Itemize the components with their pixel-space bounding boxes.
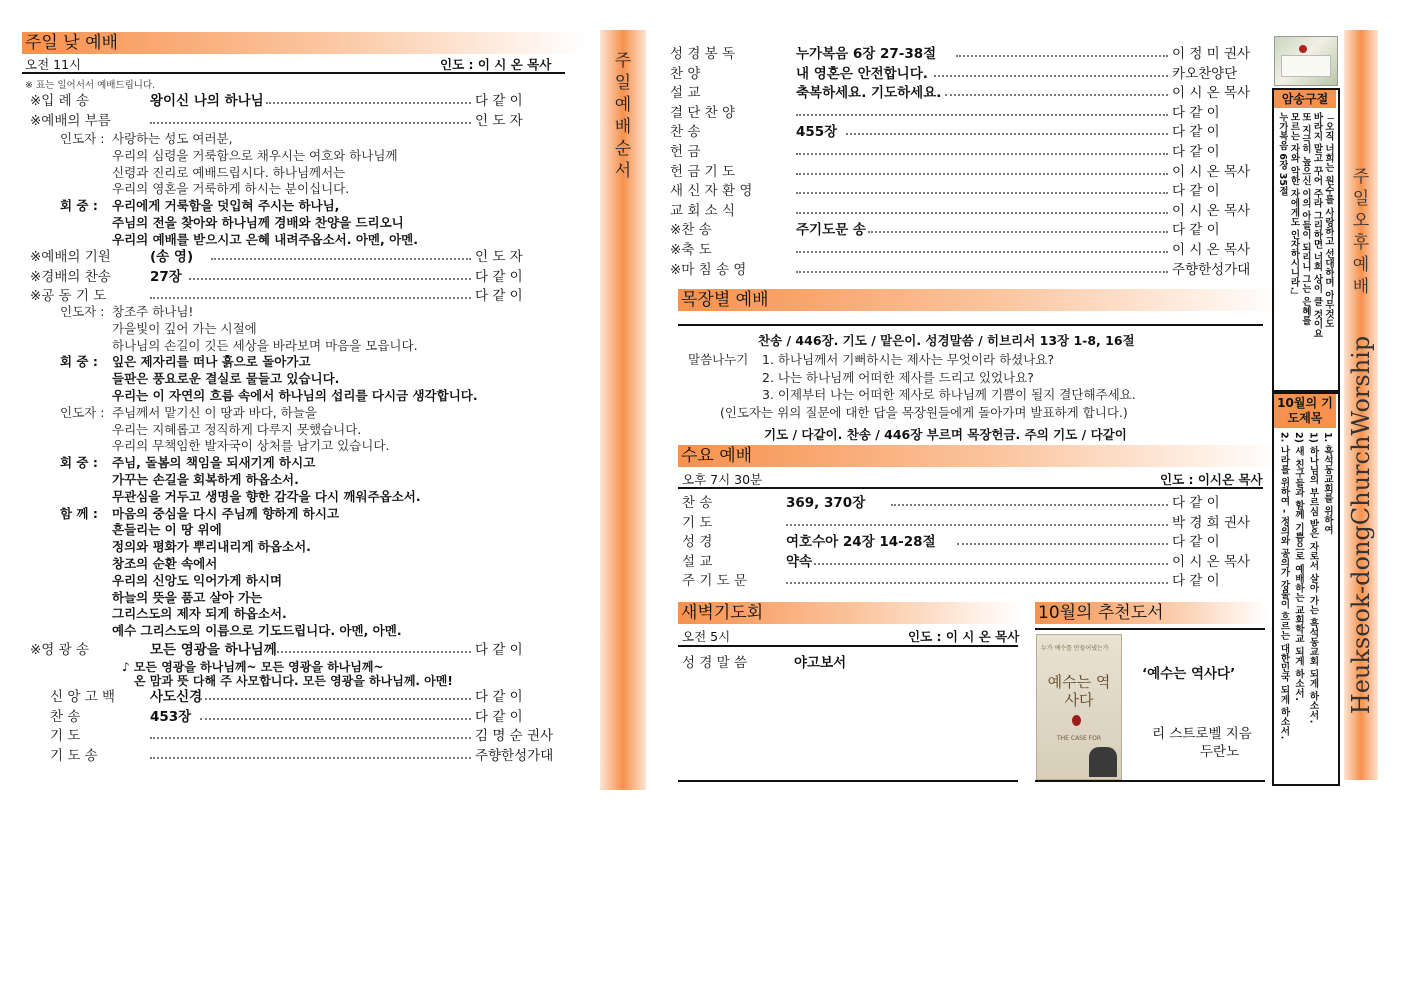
- bible-page: [1281, 55, 1331, 77]
- vertical-line: 1. 흑석동교회를 위하여: [1322, 432, 1333, 535]
- order-row: [50, 688, 570, 707]
- vertical-line: 2. 나라를 위하여 - 정의와 공의가 강물이 흐르는 대한민국 되게 하소서.: [1278, 432, 1290, 740]
- order-row: [682, 533, 1262, 552]
- dot-leader: [150, 122, 471, 124]
- dot-leader: [266, 102, 471, 104]
- district-question: 1. 하나님께서 기뻐하시는 제사는 무엇이라 하셨나요?: [762, 352, 1055, 367]
- order-value: 주기도문 송: [796, 222, 866, 239]
- liturgy-line: 정의와 평화가 뿌리내리게 하옵소서.: [112, 539, 311, 555]
- order-label: 찬 송: [50, 708, 81, 725]
- dot-leader: [796, 173, 1168, 175]
- order-value: 왕이신 나의 하나님: [150, 93, 264, 109]
- liturgy-line: 가꾸는 손길을 회복하게 하옵소서.: [112, 472, 299, 487]
- side-char: 배: [1352, 277, 1370, 297]
- liturgy-line: 마음의 중심을 다시 주님께 향하게 하시고: [112, 505, 340, 521]
- order-leader: 이 시 온 목사: [1172, 202, 1251, 219]
- order-label: 주 기 도 문: [682, 573, 748, 590]
- rose: [1299, 45, 1307, 53]
- order-leader: 이 시 온 목사: [1172, 553, 1251, 570]
- order-leader: 이 시 온 목사: [1172, 85, 1251, 102]
- dot-leader: [150, 737, 471, 739]
- order-label: ※축 도: [670, 242, 712, 258]
- order-leader: 이 시 온 목사: [1172, 242, 1251, 258]
- speaker: 함 께 :: [60, 505, 98, 521]
- order-row: [682, 494, 1262, 513]
- liturgy-line: 우리의 예배를 받으시고 은혜 내려주옵소서. 아멘, 아멘.: [112, 231, 419, 247]
- strip-char: 일: [614, 73, 632, 93]
- glory-lyric: 온 맘과 뜻 다해 주 사모합니다. 모든 영광을 하나님께. 아멘!: [134, 674, 453, 688]
- liturgy-line: 우리는 이 자연의 흐름 속에서 하나님의 섭리를 다시금 생각합니다.: [112, 388, 478, 403]
- district-top: 찬송 / 446장. 기도 / 맡은이. 성경말씀 / 히브리서 13장 1-8, 16절: [758, 333, 1135, 348]
- liturgy-line: 우리의 영혼을 거룩하게 하시는 분이십니다.: [112, 181, 350, 197]
- order-label: 성 경: [682, 534, 713, 551]
- dot-leader: [868, 231, 1168, 233]
- order-label: ※입 례 송: [30, 93, 90, 109]
- dot-leader: [796, 212, 1168, 214]
- order-value: 누가복음 6장 27-38절: [796, 46, 937, 62]
- dawn-scripture-row: [682, 654, 1012, 673]
- liturgy-line: 흔들리는 이 땅 위에: [112, 522, 222, 538]
- liturgy-line: 그리스도의 제자 되게 하옵소서.: [112, 606, 287, 622]
- dot-leader: [957, 543, 1168, 545]
- order-leader: 다 같 이: [475, 689, 523, 705]
- order-label: ※공 동 기 도: [30, 288, 107, 304]
- order-label: 교 회 소 식: [670, 202, 736, 219]
- order-row: [30, 268, 570, 287]
- order-row: [670, 123, 1262, 142]
- divider: [678, 645, 1018, 647]
- order-leader: 다 같 이: [1172, 144, 1220, 160]
- vertical-line: 모르는 자와 악한 자에게도 인자하시니라.」: [1288, 112, 1300, 300]
- order-value: (송 영): [150, 249, 194, 265]
- speaker: 인도자 :: [60, 304, 105, 319]
- strip-char: 서: [614, 161, 632, 181]
- order-label: 기 도: [50, 728, 81, 744]
- order-row: [30, 641, 570, 660]
- order-leader: 이 시 온 목사: [1172, 163, 1251, 180]
- dot-leader: [891, 504, 1168, 506]
- dawn-time: 오전 5시: [682, 629, 731, 644]
- liturgy-line: 예수 그리스도의 이름으로 기도드립니다. 아멘, 아멘.: [112, 623, 402, 639]
- order-label: 찬 양: [670, 65, 701, 82]
- book-cover: [1036, 634, 1122, 780]
- liturgy-line: 우리의 신앙도 익어가게 하시며: [112, 572, 283, 588]
- dot-leader: [211, 258, 471, 260]
- vertical-line: 2) 새 친구들과 함께 기쁨으로 예배하는 교회학교 되게 하소서.: [1293, 432, 1304, 702]
- order-label: 헌 금 기 도: [670, 163, 736, 180]
- liturgy-line: 주님, 돌봄의 책임을 되새기게 하시고: [112, 455, 316, 471]
- district-title: 목장별 예배: [678, 289, 1281, 311]
- prayer-title: 10월의 기도제목: [1274, 394, 1336, 428]
- liturgy-line: 창조의 순환 속에서: [112, 556, 218, 571]
- liturgy-line: 무관심을 거두고 생명을 향한 감각을 다시 깨워주옵소서.: [112, 488, 421, 504]
- order-value: 사도신경: [150, 689, 203, 705]
- vertical-line: 또 지극히 높으신 이의 아들이 되리니 그는 은혜를: [1300, 112, 1311, 326]
- liturgy-line: 우리의 심령을 거룩함으로 채우시는 여호와 하나님께: [112, 147, 398, 163]
- order-leader: 다 같 이: [1172, 495, 1220, 511]
- order-value: 369, 370장: [786, 495, 866, 511]
- order-leader: 카오찬양단: [1172, 65, 1238, 82]
- book-name: ‘예수는 역사다’: [1142, 666, 1236, 682]
- order-leader: 인 도 자: [475, 249, 523, 265]
- book-cover-mark: [1072, 715, 1081, 726]
- speaker: 인도자 :: [60, 131, 105, 146]
- divider: [1035, 780, 1265, 782]
- dot-leader: [796, 271, 1168, 273]
- dawn-leader: 인도 : 이 시 온 목사: [908, 629, 1020, 644]
- side-char: 일: [1352, 189, 1370, 209]
- strip-char: 예: [614, 95, 632, 115]
- liturgy-line: 우리는 지혜롭고 정직하게 다루지 못했습니다.: [112, 421, 362, 437]
- order-row: [670, 202, 1262, 221]
- dot-leader: [786, 582, 1168, 584]
- liturgy-line: 우리에게 거룩함을 덧입혀 주시는 하나님,: [112, 198, 340, 214]
- order-label: ※영 광 송: [30, 642, 90, 658]
- memory-title: 암송구절: [1274, 90, 1336, 108]
- order-value: 27장: [150, 268, 182, 285]
- vertical-line: 누가복음 6장 35절: [1277, 112, 1288, 196]
- dawn-row-label: 성 경 말 씀: [682, 655, 748, 671]
- dawn-row-value: 야고보서: [794, 655, 847, 671]
- order-label: ※찬 송: [670, 222, 712, 239]
- book-publisher: 두란노: [1200, 744, 1240, 760]
- order-value: 455장: [796, 124, 838, 141]
- order-leader: 다 같 이: [475, 93, 523, 109]
- order-leader: 김 명 순 권사: [475, 728, 554, 744]
- order-row: [30, 287, 570, 306]
- liturgy-line: 사랑하는 성도 여러분,: [112, 131, 233, 146]
- order-row: [682, 572, 1262, 591]
- district-share-label: 말씀나누기: [688, 352, 749, 367]
- bible-rose-image: [1274, 36, 1338, 86]
- district-bottom: 기도 / 다같이. 찬송 / 446장 부르며 목장헌금. 주의 기도 / 다같이: [764, 427, 1127, 442]
- vertical-line: 1) 하나님의 부르심 받은 자로서 살아 가는 흑석동교회 되게 하소서.: [1307, 432, 1319, 724]
- order-row: [670, 143, 1262, 162]
- order-row: [50, 708, 570, 727]
- sunday-morning-time: 오전 11시: [25, 57, 82, 72]
- divider: [22, 72, 565, 74]
- dot-leader: [846, 133, 1168, 135]
- dot-leader: [150, 757, 471, 759]
- liturgy-line: 잎은 제자리를 떠나 흙으로 돌아가고: [112, 354, 311, 370]
- order-label: ※예배의 부름: [30, 112, 111, 129]
- order-label: 헌 금: [670, 144, 701, 160]
- order-leader: 다 같 이: [475, 642, 523, 658]
- order-value: 여호수아 24장 14-28절: [786, 534, 936, 551]
- standing-note: ※ 표는 일어서서 예배드립니다.: [25, 80, 156, 91]
- order-row: [670, 182, 1262, 201]
- order-label: 결 단 찬 양: [670, 104, 736, 121]
- divider: [678, 324, 1263, 326]
- divider: [1035, 628, 1265, 630]
- order-leader: 다 같 이: [1172, 124, 1220, 141]
- order-label: 신 앙 고 백: [50, 689, 116, 705]
- order-leader: 다 같 이: [475, 268, 523, 285]
- divider: [678, 780, 1018, 782]
- dot-leader: [945, 94, 1168, 96]
- dot-leader: [796, 192, 1168, 194]
- dot-leader: [796, 114, 1168, 116]
- order-value: 모든 영광을 하나님께: [150, 642, 277, 658]
- sunday-morning-title: 주일 낮 예배: [22, 32, 585, 54]
- order-row: [670, 221, 1262, 240]
- dot-leader: [150, 297, 471, 299]
- order-label: 새 신 자 환 영: [670, 183, 753, 200]
- wednesday-title: 수요 예배: [678, 445, 1281, 467]
- district-question: 3. 이제부터 나는 어떠한 제사로 하나님께 기쁨이 될지 결단해주세요.: [762, 387, 1136, 402]
- order-row: [670, 104, 1262, 123]
- order-leader: 박 경 희 권사: [1172, 514, 1251, 531]
- book-title: 10월의 추천도서: [1035, 602, 1268, 624]
- strip-char: 주: [614, 51, 632, 71]
- order-leader: 이 정 미 권사: [1172, 46, 1251, 62]
- order-row: [670, 241, 1262, 260]
- order-row: [670, 45, 1262, 64]
- order-label: ※경배의 찬송: [30, 268, 111, 285]
- book-cover-title: 예수는 역사다: [1047, 673, 1111, 709]
- order-value: 453장: [150, 708, 192, 725]
- liturgy-line: 가을빛이 깊어 가는 시절에: [112, 320, 257, 336]
- dawn-title: 새벽기도회: [678, 602, 1021, 624]
- liturgy-line: 신령과 진리로 예배드립시다. 하나님께서는: [112, 164, 346, 180]
- order-value: 약속: [786, 553, 813, 570]
- order-row: [50, 747, 570, 766]
- strip-char: 순: [614, 139, 632, 159]
- dot-leader: [814, 563, 1168, 565]
- order-label: 설 교: [670, 85, 701, 102]
- order-leader: 인 도 자: [475, 112, 523, 129]
- speaker: 회 중 :: [60, 198, 98, 214]
- liturgy-line: 우리의 무책임한 발자국이 상처를 남기고 있습니다.: [112, 438, 390, 454]
- divider: [678, 487, 1263, 489]
- order-row: [670, 163, 1262, 182]
- church-english-name: Heukseok-dongChurchWorship: [1347, 335, 1375, 715]
- district-question: 2. 나는 하나님께 어떠한 제사를 드리고 있었나요?: [762, 369, 1034, 385]
- order-row: [670, 84, 1262, 103]
- order-value: 축복하세요. 기도하세요.: [796, 85, 942, 102]
- order-row: [670, 261, 1262, 280]
- speaker: 회 중 :: [60, 455, 98, 471]
- liturgy-line: 들판은 풍요로운 결실로 물들고 있습니다.: [112, 371, 340, 387]
- glory-lyric: ♪ 모든 영광을 하나님께~ 모든 영광을 하나님께~: [122, 660, 384, 674]
- order-label: 찬 송: [682, 495, 713, 511]
- dot-leader: [200, 698, 471, 700]
- vertical-line: 바라지 말고 꾸어 주라 그리하면 너희 상이 클 것이요: [1311, 112, 1323, 338]
- order-value: 내 영혼은 안전합니다.: [796, 65, 928, 82]
- liturgy-line: 창조주 하나님!: [112, 304, 194, 319]
- order-row: [682, 514, 1262, 533]
- side-char: 후: [1352, 233, 1370, 253]
- order-leader: 다 같 이: [1172, 534, 1220, 551]
- order-leader: 다 같 이: [1172, 183, 1220, 200]
- order-label: 기 도 송: [50, 747, 98, 764]
- order-row: [682, 553, 1262, 572]
- liturgy-line: 하나님의 손길이 깃든 세상을 바라보며 마음을 모읍니다.: [112, 337, 418, 353]
- order-leader: 다 같 이: [475, 288, 523, 304]
- dot-leader: [277, 651, 471, 653]
- sunday-morning-leader: 인도 : 이 시 온 목사: [440, 57, 552, 72]
- order-label: 성 경 봉 독: [670, 46, 736, 62]
- side-char: 예: [1352, 255, 1370, 275]
- book-cover-subtitle: 누가 예수를 만들어냈는가: [1041, 645, 1109, 652]
- order-label: ※마 침 송 영: [670, 261, 747, 278]
- order-label: 설 교: [682, 553, 713, 570]
- liturgy-line: 주님의 전을 찾아와 하나님께 경배와 찬양을 드리오니: [112, 215, 404, 230]
- liturgy-line: 주님께서 맡기신 이 땅과 바다, 하늘을: [112, 404, 317, 420]
- order-leader: 주향한성가대: [475, 747, 554, 764]
- order-leader: 주향한성가대: [1172, 261, 1251, 278]
- strip-char: 배: [614, 117, 632, 137]
- order-row: [30, 112, 570, 131]
- liturgy-line: 하늘의 뜻을 품고 살아 가는: [112, 589, 263, 605]
- order-row: [50, 727, 570, 746]
- district-note: (인도자는 위의 질문에 대한 답을 목장원들에게 돌아가며 발표하게 합니다.): [720, 405, 1128, 420]
- order-row: [30, 92, 570, 111]
- order-leader: 다 같 이: [1172, 222, 1220, 239]
- dot-leader: [796, 153, 1168, 155]
- order-label: 찬 송: [670, 124, 701, 141]
- dot-leader: [786, 524, 1168, 526]
- order-leader: 다 같 이: [1172, 573, 1220, 590]
- vertical-line: 「오직 너희는 원수를 사랑하고 선대하며 아무것도: [1323, 112, 1334, 329]
- speaker: 회 중 :: [60, 354, 98, 370]
- dot-leader: [796, 251, 1168, 253]
- side-char: 주: [1352, 167, 1370, 187]
- dot-leader: [956, 55, 1168, 57]
- order-row: [670, 65, 1262, 84]
- dot-leader: [934, 75, 1168, 77]
- side-char: 오: [1352, 211, 1370, 231]
- dot-leader: [189, 278, 471, 280]
- dot-leader: [200, 718, 471, 720]
- book-author: 리 스트로벨 지음: [1152, 726, 1252, 742]
- wednesday-leader: 인도 : 이시온 목사: [1160, 472, 1263, 487]
- wednesday-time: 오후 7시 30분: [682, 472, 763, 487]
- order-label: 기 도: [682, 514, 713, 531]
- order-leader: 다 같 이: [1172, 104, 1220, 121]
- order-label: ※예배의 기원: [30, 249, 111, 265]
- order-row: [30, 248, 570, 267]
- author-photo: [1089, 747, 1117, 777]
- book-cover-english: THE CASE FOR: [1057, 735, 1102, 742]
- order-leader: 다 같 이: [475, 708, 523, 725]
- speaker: 인도자 :: [60, 404, 105, 420]
